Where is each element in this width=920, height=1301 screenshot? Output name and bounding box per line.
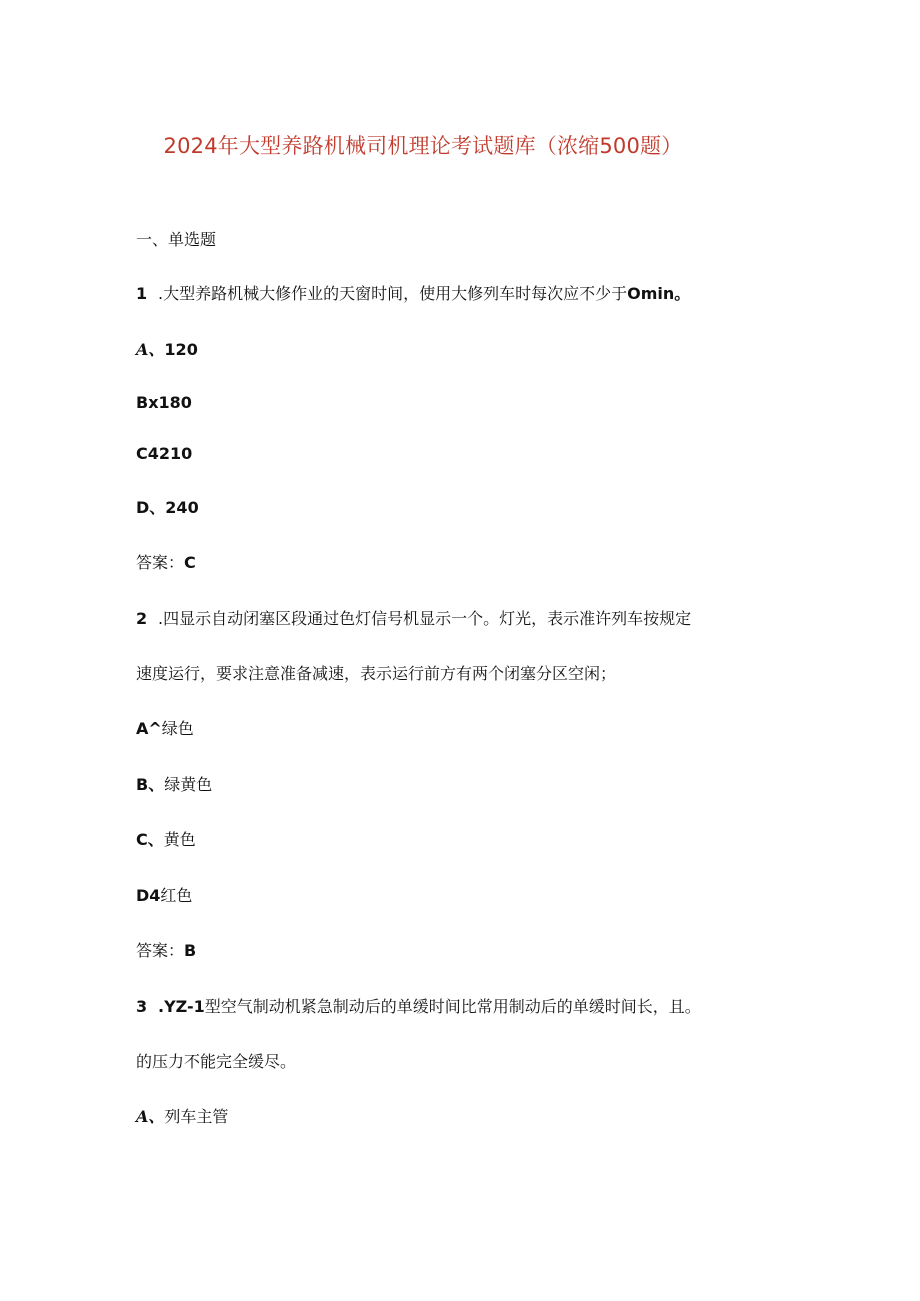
- option-d: [136, 498, 199, 518]
- option-label: A、: [136, 340, 165, 359]
- option-label: B、: [136, 775, 165, 794]
- option-value: 240: [165, 498, 199, 517]
- question-2: [136, 609, 691, 629]
- answer-line: [136, 553, 196, 573]
- option-c: [136, 444, 192, 464]
- question-3-continued: 的压力不能完全缓尽。: [136, 1052, 297, 1071]
- option-value: 红色: [160, 886, 193, 905]
- answer-value: C: [184, 553, 196, 572]
- question-text: .大型养路机械大修作业的天窗时间，使用大修列车时每次应不少于: [158, 284, 628, 303]
- option-a: [136, 719, 194, 739]
- option-value: 绿色: [161, 719, 194, 738]
- option-label: C、: [136, 830, 164, 849]
- option-a: [136, 1107, 228, 1127]
- answer-label: 答案：: [136, 553, 185, 572]
- option-label: Bx: [136, 393, 159, 412]
- option-label: D、: [136, 498, 166, 517]
- option-d: [136, 886, 192, 906]
- answer-value: B: [184, 941, 197, 960]
- answer-label: 答案：: [136, 941, 185, 960]
- option-value: 180: [158, 393, 192, 412]
- answer-line: [136, 941, 196, 961]
- question-2-continued: 速度运行，要求注意准备减速，表示运行前方有两个闭塞分区空闲；: [136, 664, 617, 683]
- section-heading: 一、单选题: [136, 230, 217, 249]
- option-value: 列车主管: [164, 1107, 229, 1126]
- option-c: [136, 830, 196, 850]
- question-3: [136, 997, 701, 1017]
- option-label: A、: [136, 1107, 165, 1126]
- question-text: 型空气制动机紧急制动后的单缓时间比常用制动后的单缓时间长，且。: [204, 997, 701, 1016]
- option-label: C4: [136, 444, 159, 463]
- option-label: A^: [136, 719, 162, 738]
- question-text: .四显示自动闭塞区段通过色灯信号机显示一个。灯光，表示准许列车按规定: [158, 609, 692, 628]
- question-1: [136, 284, 690, 304]
- question-text-tail: Omin。: [627, 284, 691, 303]
- question-text-lead: .YZ-1: [158, 997, 205, 1016]
- question-number: 3: [136, 997, 148, 1016]
- question-number: 1: [136, 284, 148, 303]
- question-number: 2: [136, 609, 148, 628]
- option-b: [136, 393, 192, 413]
- document-title: 2024年大型养路机械司机理论考试题库（浓缩500题）: [163, 134, 683, 158]
- option-value: 绿黄色: [164, 775, 213, 794]
- option-label: D4: [136, 886, 161, 905]
- option-b: [136, 775, 212, 795]
- option-a: [136, 340, 198, 360]
- option-value: 黄色: [163, 830, 196, 849]
- option-value: 120: [164, 340, 198, 359]
- option-value: 210: [158, 444, 193, 463]
